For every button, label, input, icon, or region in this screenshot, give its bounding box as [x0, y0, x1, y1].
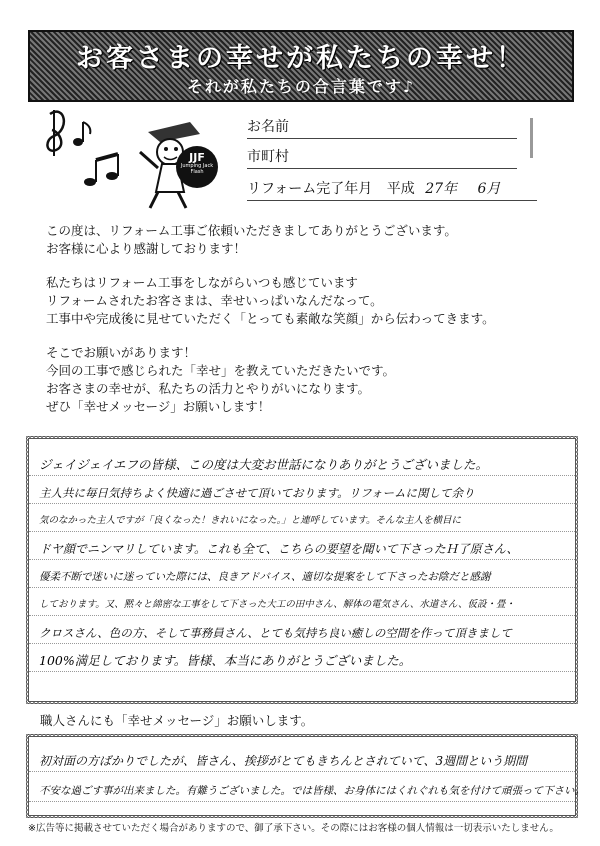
message-line-7: クロスさん、色の方、そして事務員さん、とても気持ち良い癒しの空間を作って頂きまして [39, 626, 512, 640]
customer-message-box [26, 436, 578, 704]
craftsman-line-1: 初対面の方ばかりでしたが、皆さん、挨拶がとてもきちんとされていて、3週間という期間 [39, 754, 528, 768]
message-line-1: ジェイジェイエフの皆様、この度は大変お世話になりありがとうございました。 [39, 457, 489, 472]
header-banner [28, 30, 574, 102]
completion-month: 6月 [477, 181, 501, 197]
craftsman-heading: 職人さんにも「幸せメッセージ」お願いします。 [40, 713, 314, 728]
jjf-logo-badge: JJF Jumping Jack Flash [176, 146, 218, 188]
message-line-6: しております。又、黙々と綿密な工事をして下さった大工の田中さん、解体の電気さん、水道さん、仮設・畳・ [39, 599, 515, 610]
footer-note: ※広告等に掲載させていただく場合がありますので、御了承下さい。その際にはお客様の個人情報は一切表示いたしません。 [28, 823, 559, 834]
completion-label: リフォーム完了年月 [247, 181, 373, 197]
message-line-8: 100%満足しております。皆様、本当にありがとうございました。 [39, 653, 412, 668]
music-notes-icon [40, 104, 130, 194]
banner-title: お客さまの幸せが私たちの幸せ！ [76, 43, 526, 74]
name-field[interactable] [247, 116, 517, 139]
name-label: お名前 [247, 119, 289, 135]
completion-date-field[interactable] [247, 178, 537, 201]
message-line-2: 主人共に毎日気持ちよく快適に過ごさせて頂いております。リフォームに関して余り [39, 486, 475, 500]
message-line-3: 気のなかった主人ですが「良くなった！きれいになった。」と連呼しています。そんな主人を横目に [39, 515, 461, 526]
message-line-4: ドヤ顔でニンマリしています。これも全て、こちらの要望を聞いて下さったＨ了原さん、 [39, 542, 519, 556]
craftsman-message-box [26, 734, 585, 818]
craftsman-line-2: 不安な過ごす事が出来ました。有難うございました。では皆様、お身体にはくれぐれも気を付けて頑張って下さい。 [39, 785, 585, 797]
decorative-bar [530, 118, 533, 158]
era-label: 平成 [386, 181, 415, 197]
completion-year: 27年 [425, 181, 458, 197]
city-field[interactable] [247, 146, 517, 169]
city-label: 市町村 [247, 149, 289, 165]
banner-subtitle: それが私たちの合言葉です♪ [186, 77, 416, 96]
message-line-5: 優柔不断で迷いに迷っていた際には、良きアドバイス、適切な提案をして下さったお陰だと感謝 [39, 571, 491, 583]
